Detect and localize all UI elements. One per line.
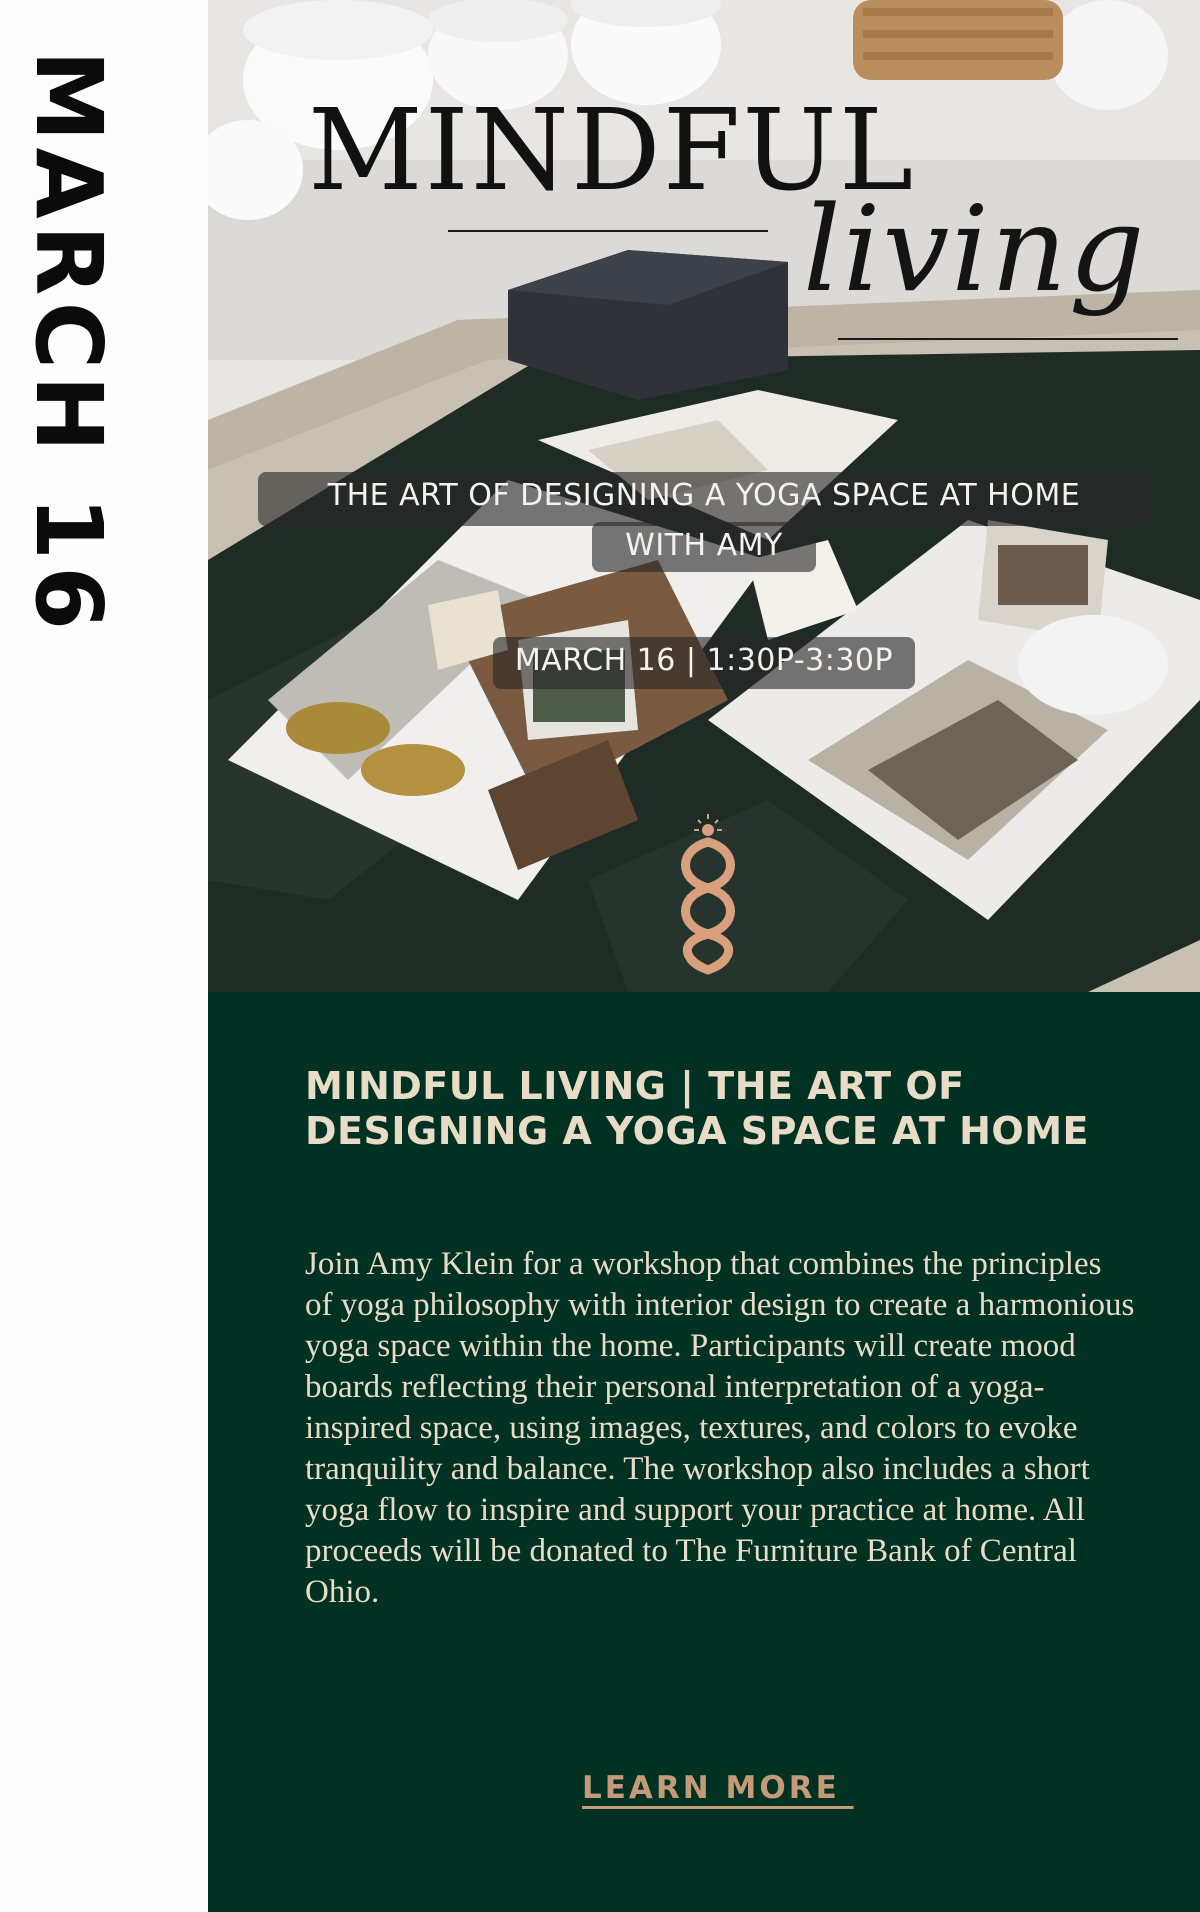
hero-date-time: MARCH 16 | 1:30P-3:30P: [493, 637, 915, 689]
vertical-date-label: MARCH 16: [15, 50, 122, 637]
side-rail: [0, 0, 208, 1912]
hero-subtitle-line-1: THE ART OF DESIGNING A YOGA SPACE AT HOME: [258, 472, 1150, 526]
event-details-panel: [208, 992, 1200, 1912]
hero-subtitle-line-2: WITH AMY: [592, 522, 816, 572]
snake-sun-logo-icon: [648, 810, 768, 980]
hero-title: MINDFUL: [308, 86, 916, 216]
title-divider: [448, 230, 768, 232]
event-heading: MINDFUL LIVING | THE ART OF DESIGNING A YOGA SPACE AT HOME: [305, 1064, 1089, 1153]
hero-script-title: living: [803, 180, 1147, 318]
event-description: Join Amy Klein for a workshop that combines the principles of yoga philosophy with interior design to create a harmonious yoga space within the home. Participants will create mood boards reflecting their personal interpretation of a yoga-inspired space, using images, textures, and colors to evoke tranquility and balance. The workshop also includes a short yoga flow to inspire and support your practice at home. All proceeds will be donated to The Furniture Bank of Central Ohio.: [305, 1246, 1135, 1610]
script-underline: [838, 338, 1178, 340]
hero-image: [208, 0, 1200, 992]
learn-more-link[interactable]: LEARN MORE: [582, 1770, 854, 1806]
